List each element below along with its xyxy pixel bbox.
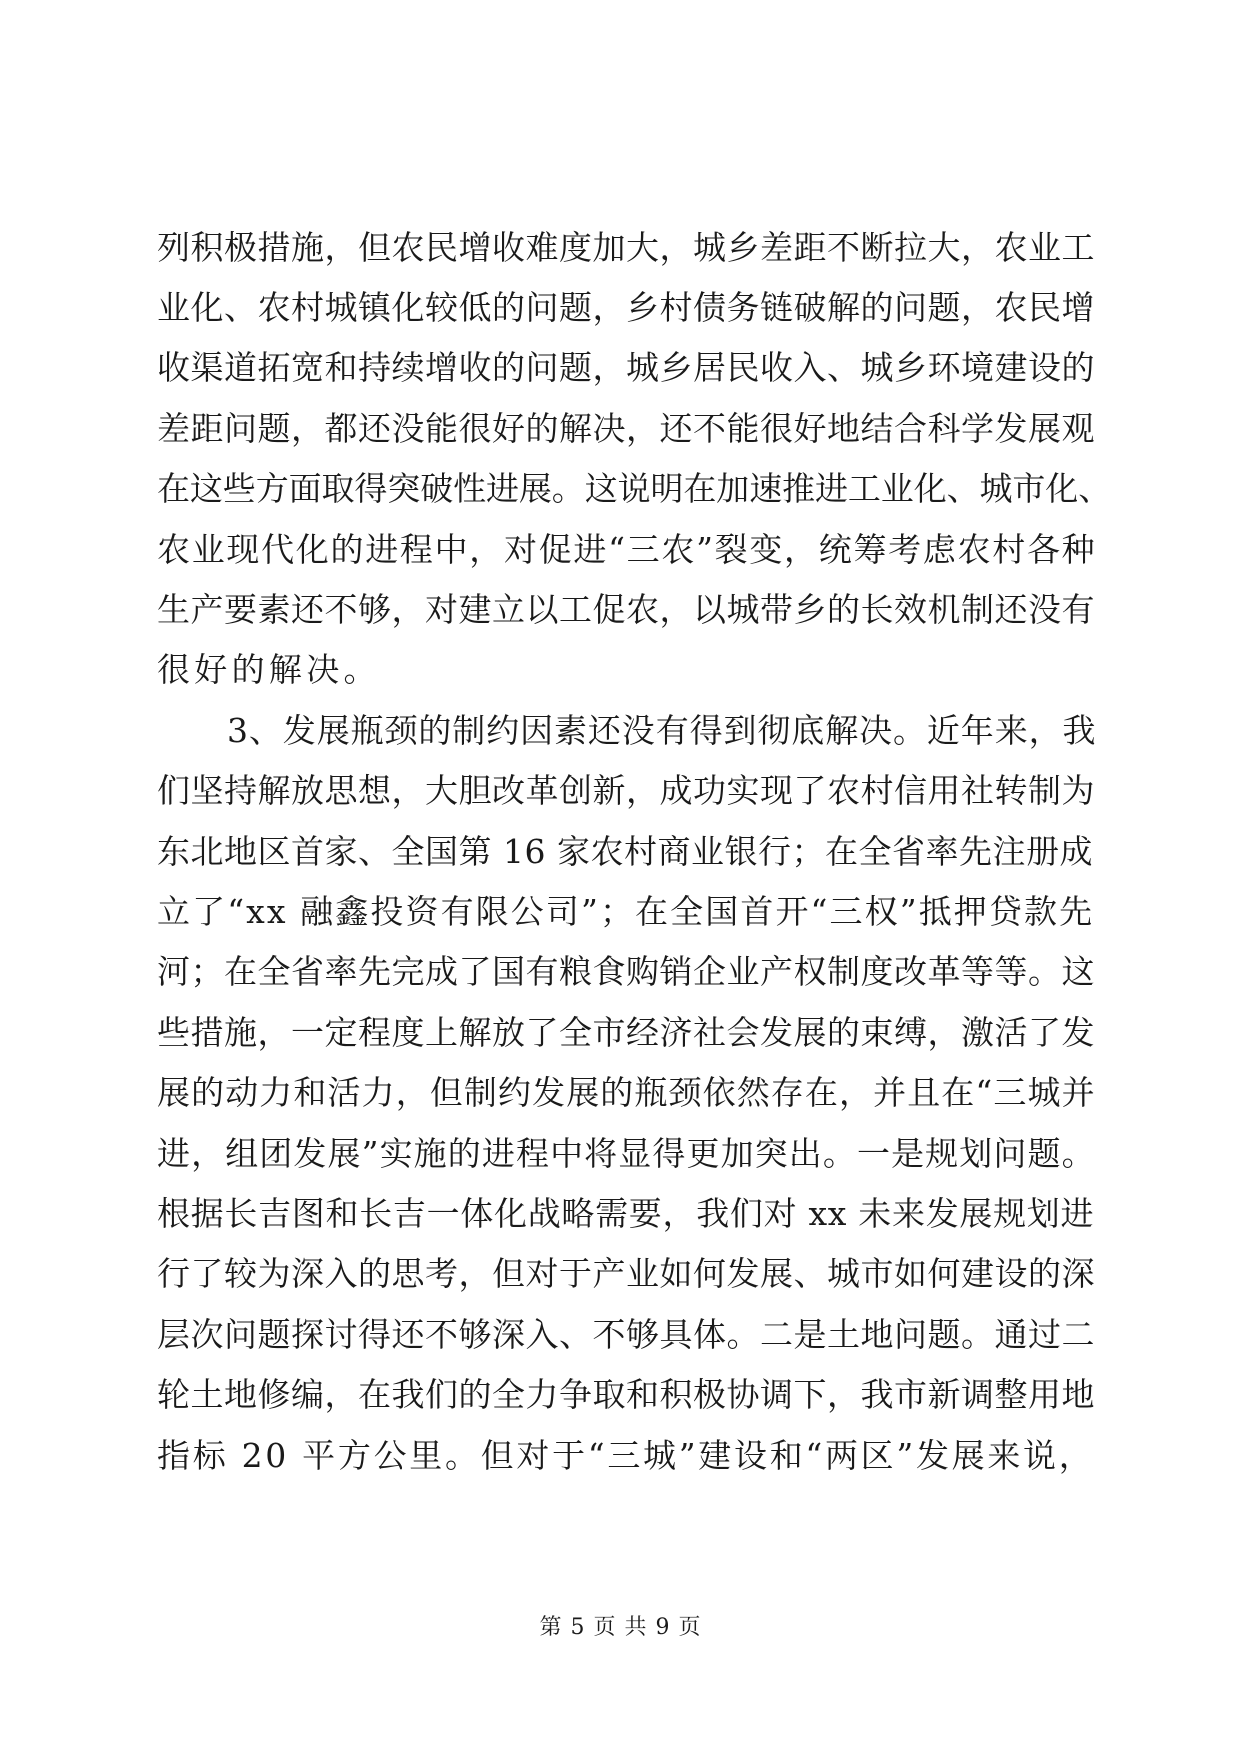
text-line: 收渠道拓宽和持续增收的问题，城乡居民收入、城乡环境建设的 bbox=[157, 348, 1095, 387]
text-line: 东北地区首家、全国第 16 家农村商业银行；在全省率先注册成 bbox=[157, 832, 1093, 871]
text-line: 展的动力和活力，但制约发展的瓶颈依然存在，并且在“三城并 bbox=[157, 1073, 1096, 1112]
text-line: 列积极措施，但农民增收难度加大，城乡差距不断拉大，农业工 bbox=[157, 228, 1095, 267]
text-line: 层次问题探讨得还不够深入、不够具体。二是土地问题。通过二 bbox=[157, 1315, 1095, 1354]
paragraph-first-line: 3、发展瓶颈的制约因素还没有得到彻底解决。近年来，我 bbox=[227, 711, 1097, 750]
text-line: 根据长吉图和长吉一体化战略需要，我们对 xx 未来发展规划进 bbox=[157, 1194, 1095, 1233]
text-line: 指标 20 平方公里。但对于“三城”建设和“两区”发展来说， bbox=[157, 1436, 1095, 1475]
text-line: 农业现代化的进程中，对促进“三农”裂变，统筹考虑农村各种 bbox=[157, 530, 1097, 569]
text-line: 很好的解决。 bbox=[157, 650, 381, 689]
text-line: 行了较为深入的思考，但对于产业如何发展、城市如何建设的深 bbox=[157, 1254, 1095, 1293]
text-line: 生产要素还不够，对建立以工促农，以城带乡的长效机制还没有 bbox=[157, 590, 1095, 629]
text-line: 进，组团发展”实施的进程中将显得更加突出。一是规划问题。 bbox=[157, 1134, 1096, 1173]
text-line: 河；在全省率先完成了国有粮食购销企业产权制度改革等等。这 bbox=[157, 952, 1095, 991]
text-line: 业化、农村城镇化较低的问题，乡村债务链破解的问题，农民增 bbox=[157, 288, 1095, 327]
page-number-footer: 第 5 页 共 9 页 bbox=[539, 1615, 702, 1640]
text-line: 些措施，一定程度上解放了全市经济社会发展的束缚，激活了发 bbox=[157, 1013, 1095, 1052]
text-line: 立了“xx 融鑫投资有限公司”；在全国首开“三权”抵押贷款先 bbox=[157, 892, 1095, 931]
text-line: 在这些方面取得突破性进展。这说明在加速推进工业化、城市化、 bbox=[157, 469, 1112, 508]
text-line: 轮土地修编，在我们的全力争取和积极协调下，我市新调整用地 bbox=[157, 1375, 1095, 1414]
text-line: 差距问题，都还没能很好的解决，还不能很好地结合科学发展观 bbox=[157, 409, 1095, 448]
text-line: 们坚持解放思想，大胆改革创新，成功实现了农村信用社转制为 bbox=[157, 771, 1095, 810]
